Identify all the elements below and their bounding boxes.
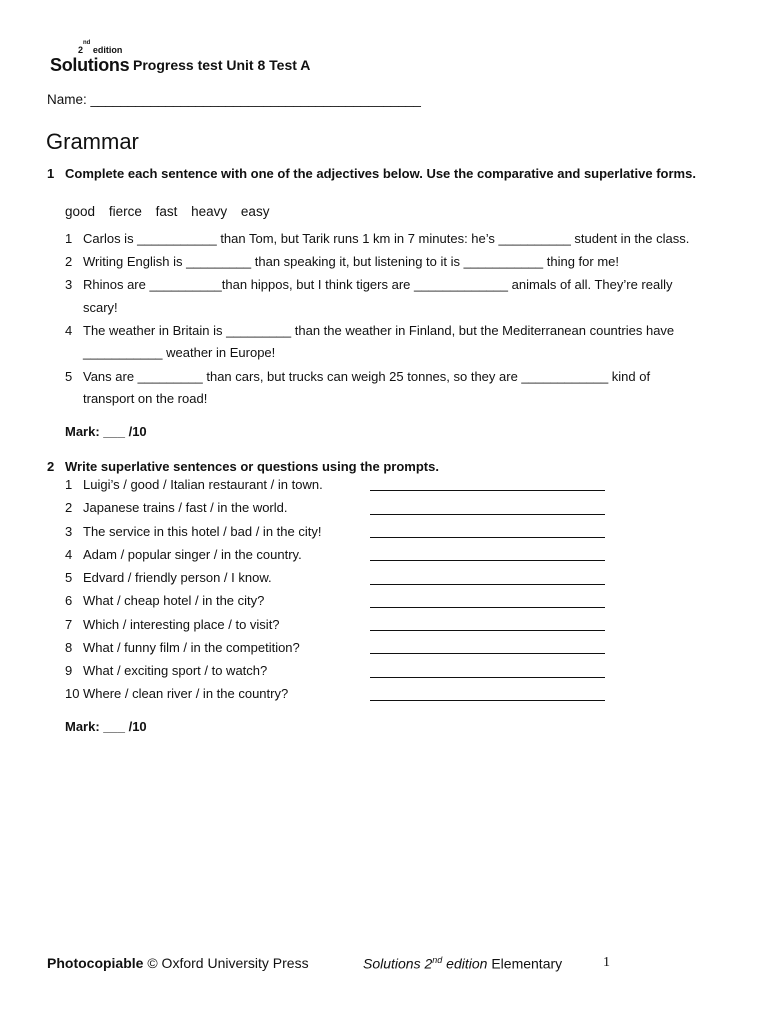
q1-item [65, 251, 619, 273]
q2-item [65, 547, 302, 562]
name-field: Name: ____________________________________________ [47, 92, 421, 107]
prompt-text: The service in this hotel / bad / in the city! [83, 524, 322, 539]
q2-item [65, 686, 288, 701]
section-title: Grammar [46, 129, 139, 154]
answer-line [370, 677, 605, 678]
q2-item [65, 570, 272, 585]
item-number: 8 [65, 640, 73, 655]
book-title-edition: edition [442, 955, 488, 972]
q2-item [65, 500, 288, 515]
q2-item [65, 617, 280, 632]
item-number: 5 [65, 570, 73, 585]
q1-item [65, 228, 689, 250]
item-text: Rhinos are __________than hippos, but I think tigers are _____________ animals of all. They’re really [83, 277, 673, 292]
q1-item [65, 366, 650, 388]
test-title: Progress test Unit 8 Test A [133, 57, 311, 73]
q2-item [65, 663, 267, 678]
answer-line [370, 560, 605, 561]
item-number: 3 [65, 524, 73, 539]
answer-line [370, 630, 605, 631]
prompt-text: Where / clean river / in the country? [83, 686, 289, 701]
prompt-text: What / exciting sport / to watch? [83, 663, 268, 678]
q1-instruction: Complete each sentence with one of the adjectives below. Use the comparative and superlative forms. [65, 166, 696, 181]
item-number: 10 [65, 686, 80, 701]
item-text-continued: ___________ weather in Europe! [83, 345, 276, 360]
item-text: Writing English is _________ than speaking it, but listening to it is ___________ thing for me! [83, 254, 619, 269]
prompt-text: What / funny film / in the competition? [83, 640, 300, 655]
answer-line [370, 584, 605, 585]
answer-line [370, 537, 605, 538]
item-number: 6 [65, 593, 73, 608]
answer-line [370, 514, 605, 515]
item-text-continued: transport on the road! [83, 391, 208, 406]
logo-text: Solutions [50, 55, 130, 75]
word-bank-item: good [65, 204, 96, 219]
prompt-text: What / cheap hotel / in the city? [83, 593, 265, 608]
prompt-text: Japanese trains / fast / in the world. [83, 500, 288, 515]
prompt-text: Which / interesting place / to visit? [83, 617, 280, 632]
q2-item [65, 524, 321, 539]
item-text-continued: scary! [83, 300, 118, 315]
answer-line [370, 700, 605, 701]
copyright-text: © Oxford University Press [147, 955, 309, 971]
q2-item [65, 640, 300, 655]
q2-item [65, 593, 264, 608]
logo-edition: 2nd edition [78, 40, 123, 55]
item-number: 9 [65, 663, 73, 678]
answer-line [370, 490, 605, 491]
word-bank-item: fast [155, 204, 178, 219]
item-number: 3 [65, 277, 73, 292]
item-number: 4 [65, 547, 73, 562]
q1-item [65, 274, 673, 296]
book-level: Elementary [487, 955, 563, 972]
q2-item [65, 477, 323, 492]
word-bank-item: heavy [191, 204, 228, 219]
item-number: 4 [65, 323, 73, 338]
item-text: The weather in Britain is _________ than the weather in Finland, but the Mediterranean countries have [83, 323, 675, 338]
item-text: Vans are _________ than cars, but trucks can weigh 25 tonnes, so they are ____________ kind of [83, 369, 651, 384]
q2-mark: Mark: ___ /10 [65, 719, 147, 734]
footer-book-title [363, 955, 562, 972]
q2-number: 2 [47, 459, 55, 474]
prompt-text: Luigi’s / good / Italian restaurant / in town. [83, 477, 323, 492]
item-number: 2 [65, 500, 73, 515]
q1-mark: Mark: ___ /10 [65, 424, 147, 439]
book-title: Solutions 2 [363, 955, 433, 972]
item-number: 1 [65, 231, 73, 246]
footer-copyright [47, 955, 309, 971]
answer-line [370, 607, 605, 608]
photocopiable-label: Photocopiable [47, 955, 144, 971]
item-number: 1 [65, 477, 73, 492]
word-bank-item: easy [240, 204, 270, 219]
prompt-text: Edvard / friendly person / I know. [83, 570, 272, 585]
q1-number: 1 [47, 166, 55, 181]
page-number: 1 [603, 955, 610, 970]
answer-line [370, 653, 605, 654]
solutions-logo [50, 40, 130, 78]
book-title-ordinal: nd [432, 955, 443, 965]
item-number: 5 [65, 369, 73, 384]
word-bank-item: fierce [108, 204, 142, 219]
q2-instruction: Write superlative sentences or questions using the prompts. [65, 459, 439, 474]
item-text: Carlos is ___________ than Tom, but Tarik runs 1 km in 7 minutes: he’s __________ student in the class. [83, 231, 690, 246]
item-number: 7 [65, 617, 73, 632]
q1-item [65, 320, 674, 342]
prompt-text: Adam / popular singer / in the country. [83, 547, 302, 562]
item-number: 2 [65, 254, 73, 269]
word-bank [65, 204, 279, 219]
